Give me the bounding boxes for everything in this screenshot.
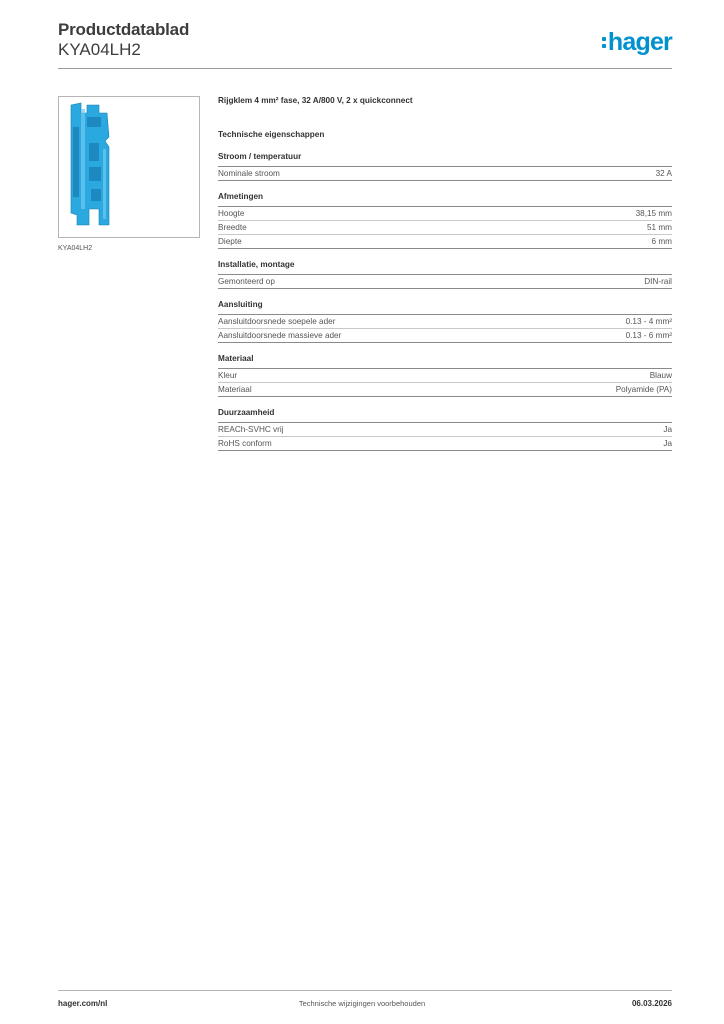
- spec-group-header: [218, 150, 672, 167]
- spec-value: 51 mm: [646, 223, 672, 232]
- page-header: [58, 20, 672, 70]
- spec-group-header: [218, 258, 672, 275]
- spec-group-title: Materiaal: [218, 354, 254, 363]
- spec-group-title: Installatie, montage: [218, 260, 295, 269]
- specifications: [218, 96, 672, 451]
- spec-label: Aansluitdoorsnede massieve ader: [218, 331, 342, 340]
- spec-row: [218, 423, 672, 437]
- spec-value: 0.13 - 6 mm²: [625, 331, 672, 340]
- document-title: Productdatablad: [58, 20, 190, 39]
- footer-disclaimer: Technische wijzigingen voorbehouden: [298, 999, 426, 1008]
- spec-label: RoHS conform: [218, 439, 272, 448]
- spec-groups: [218, 150, 672, 451]
- spec-value: 32 A: [655, 169, 672, 178]
- product-code: KYA04LH2: [58, 40, 141, 59]
- spec-group-title: Aansluiting: [218, 300, 263, 309]
- spec-row: [218, 369, 672, 383]
- spec-group-header: [218, 406, 672, 423]
- spec-row: [218, 221, 672, 235]
- spec-group: [218, 190, 672, 249]
- spec-value: DIN-rail: [644, 277, 672, 286]
- spec-group-title: Duurzaamheid: [218, 408, 275, 417]
- logo-dots-icon: [602, 37, 606, 48]
- spec-group: [218, 352, 672, 397]
- spec-row: [218, 315, 672, 329]
- spec-label: Kleur: [218, 371, 238, 380]
- spec-value: Ja: [663, 425, 672, 434]
- spec-group-title: Stroom / temperatuur: [218, 152, 302, 161]
- spec-value: 0.13 - 4 mm²: [625, 317, 672, 326]
- terminal-block-image: [59, 97, 199, 237]
- spec-label: Materiaal: [218, 385, 252, 394]
- spec-group-header: [218, 352, 672, 369]
- spec-value: 6 mm: [651, 237, 672, 246]
- footer-date: 06.03.2026: [631, 999, 672, 1008]
- spec-value: Blauw: [649, 371, 672, 380]
- spec-label: Aansluitdoorsnede soepele ader: [218, 317, 336, 326]
- spec-label: Nominale stroom: [218, 169, 280, 178]
- footer-divider: [58, 990, 672, 991]
- spec-group-header: [218, 298, 672, 315]
- spec-row: [218, 167, 672, 181]
- spec-row: [218, 329, 672, 343]
- spec-group-title: Afmetingen: [218, 192, 264, 201]
- spec-group: [218, 406, 672, 451]
- spec-value: Ja: [663, 439, 672, 448]
- spec-group: [218, 258, 672, 289]
- spec-row: [218, 235, 672, 249]
- product-image: [58, 96, 200, 238]
- spec-label: Hoogte: [218, 209, 245, 218]
- spec-value: 38,15 mm: [635, 209, 672, 218]
- spec-label: Gemonteerd op: [218, 277, 275, 286]
- spec-row: [218, 275, 672, 289]
- spec-row: [218, 383, 672, 397]
- spec-group: [218, 150, 672, 181]
- spec-label: Diepte: [218, 237, 242, 246]
- spec-label: Breedte: [218, 223, 247, 232]
- image-caption: KYA04LH2: [58, 245, 93, 252]
- spec-row: [218, 207, 672, 221]
- product-description: Rijgklem 4 mm² fase, 32 A/800 V, 2 x quickconnect: [218, 96, 413, 105]
- header-divider: [58, 68, 672, 69]
- section-heading: Technische eigenschappen: [218, 130, 325, 139]
- brand-name: hager: [607, 27, 672, 56]
- spec-group: [218, 298, 672, 343]
- footer-website: hager.com/nl: [58, 999, 108, 1008]
- spec-value: Polyamide (PA): [615, 385, 672, 394]
- hager-logo: [602, 27, 672, 57]
- spec-row: [218, 437, 672, 451]
- spec-label: REACh-SVHC vrij: [218, 425, 284, 434]
- spec-group-header: [218, 190, 672, 207]
